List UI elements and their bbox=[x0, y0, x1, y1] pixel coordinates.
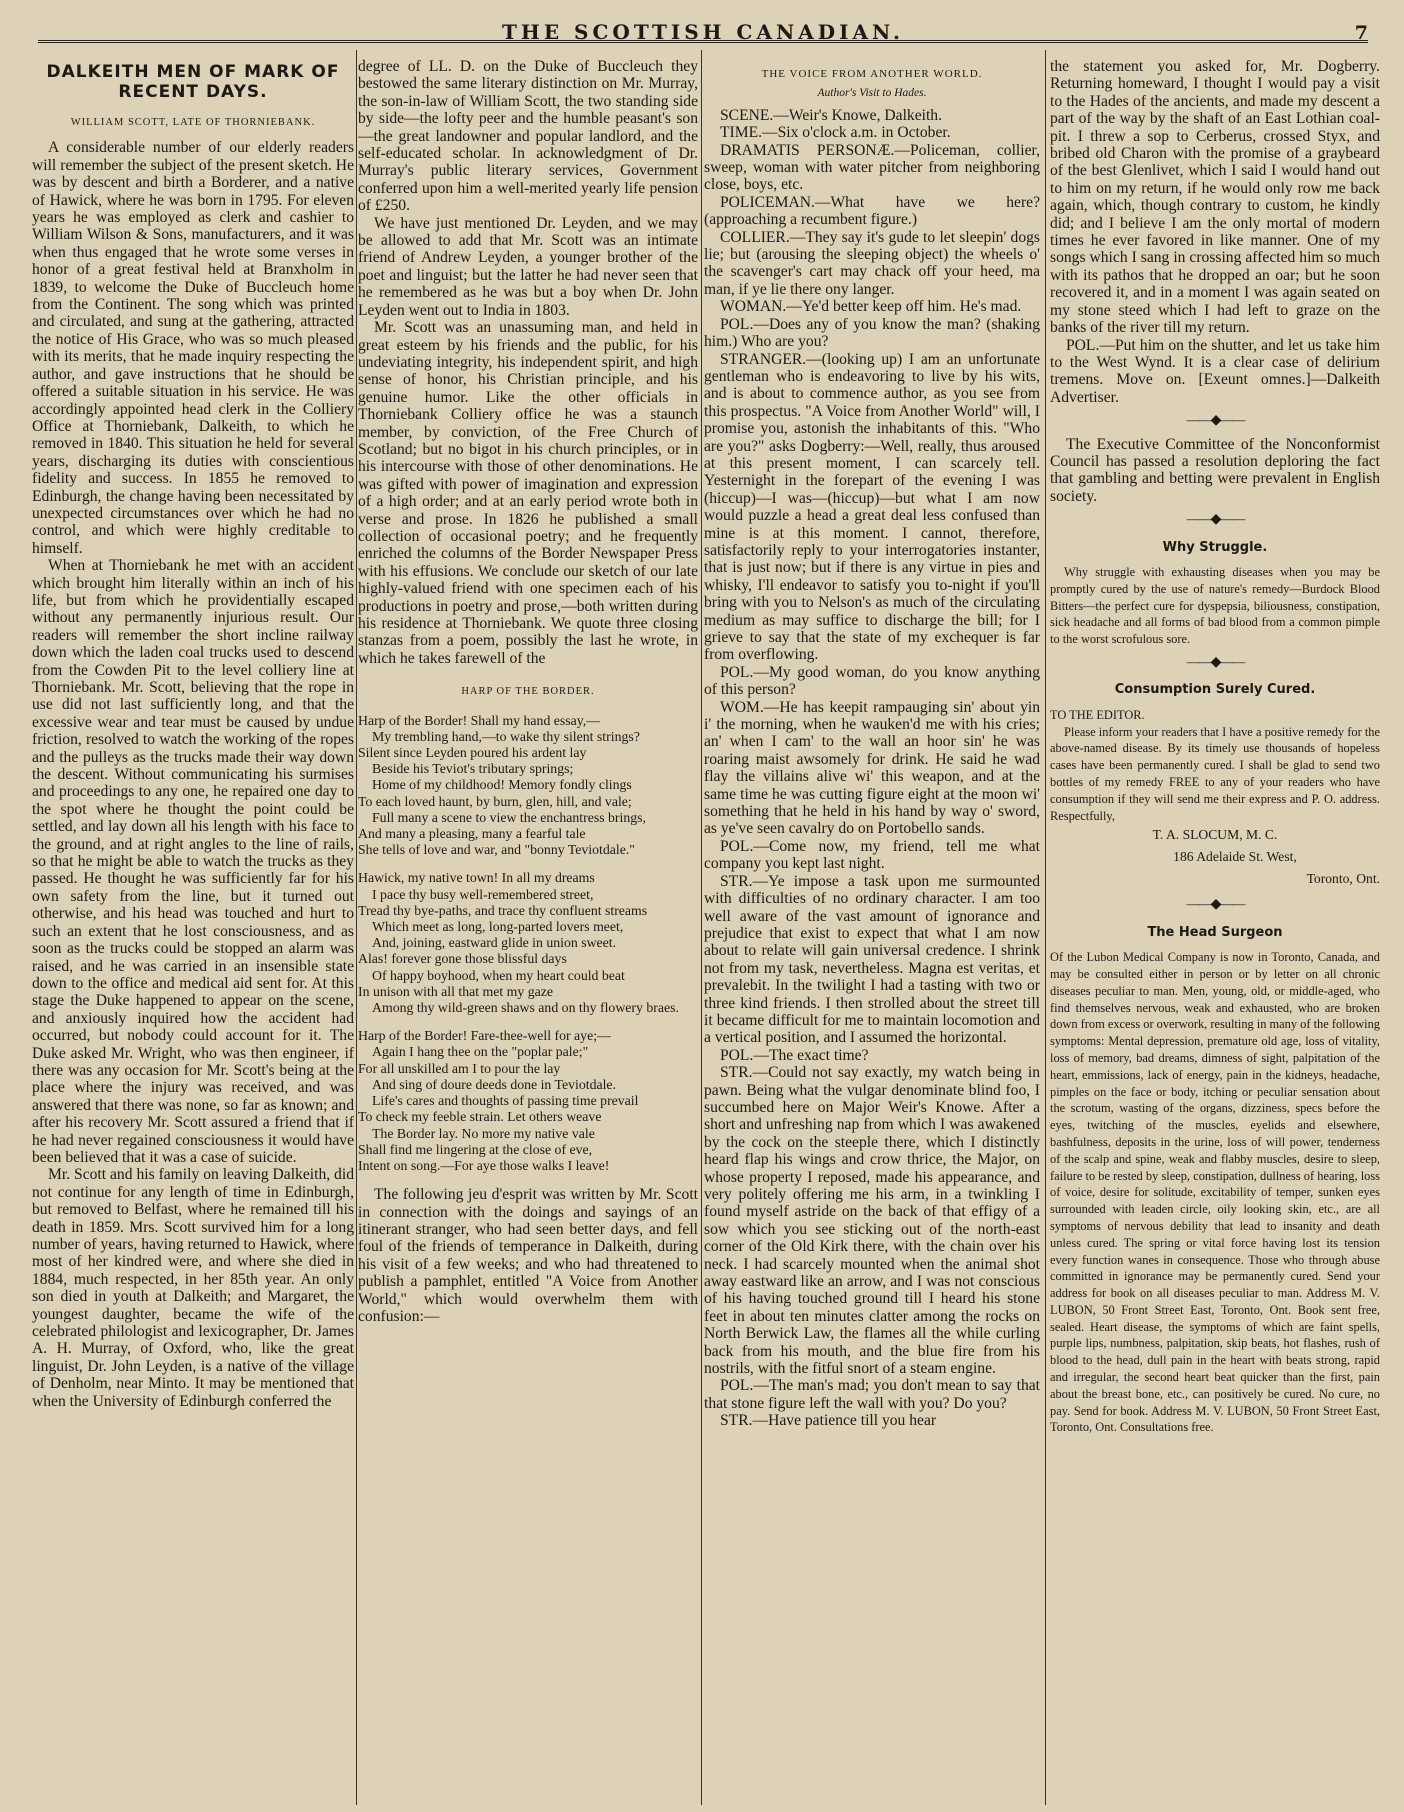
poem-line: The Border lay. No more my native vale bbox=[372, 1125, 595, 1141]
poem-line: To check my feeble strain. Let others weave bbox=[358, 1109, 602, 1125]
play-line: DRAMATIS PERSONÆ.—Policeman, collier, sweep, woman with water pitcher from neighboring close, boys, etc. bbox=[704, 141, 1040, 194]
ornament-divider: ——◆—— bbox=[1186, 413, 1244, 429]
poem-line: Beside his Teviot's tributary springs; bbox=[372, 761, 574, 777]
poem-line: She tells of love and war, and "bonny Teviotdale." bbox=[358, 842, 635, 858]
column-2 bbox=[358, 58, 698, 1803]
ad-title: Why Struggle. bbox=[1162, 539, 1268, 555]
poem-line: Intent on song.—For aye those walks I leave! bbox=[358, 1157, 610, 1173]
ad-body bbox=[1050, 707, 1380, 825]
play-line: WOM.—He has keepit rampauging sin' about yin i' the morning, when he wauken'd me with his cries; an' when I cam' to the wall an hoor sin' he was roaring maist awsomely for drink. He said he wad flay the villains alive wi' this weapon, and at the same time he was cutting figure eight at the moon wi' something that he held in his hand by way o' sword, as ye've seen cavalry do on Portobello sands. bbox=[704, 698, 1040, 838]
poem-line: And many a pleasing, many a fearful tale bbox=[358, 826, 586, 842]
poem-line: Among thy wild-green shaws and on thy flowery braes. bbox=[372, 1000, 679, 1016]
poem-line: Of happy boyhood, when my heart could beat bbox=[372, 967, 625, 983]
play-line: STR.—Could not say exactly, my watch being in pawn. Being what the vulgar denominate blind foo, I succumbed here on Major Weir's Knowe. After a short and unfreshing nap from which I was awakened by the cock on the steeple there, which I distinctly heard flap his wings and crow thrice, the Major, on whose property I reposed, made his appearance, and very politely offering me his arm, in a twinkling I found myself astride on the back of that effigy of a sow which you see sticking out of the north-east corner of the Old Kirk there, with the chain over his neck. I had scarcely mounted when the animal shot away eastward like an arrow, and I was not conscious of his having touched ground till I heard his stone feet in about ten minutes clatter among the rocks on North Berwick Law, the flames all the while curling back from his mouth, and the blue fire from his nostrils, with the fitful snort of a steam engine. bbox=[704, 1064, 1040, 1378]
poem-line: Which meet as long, long-parted lovers meet, bbox=[372, 919, 624, 935]
ad-paragraph: Of the Lubon Medical Company is now in Toronto, Canada, and may be consulted either in person or by letter on all chronic diseases peculiar to man. Men, young, old, or middle-aged, who find themselves nervous, weak and exhausted, who are broken down from excess or overwork, resulting in many of the following symptoms: Mental depression, premature old age, loss of vitality, loss of memory, bad dreams, dimness of sight, palpitation of the heart, emmissions, lack of energy, pain in the kidneys, headache, pimples on the face or body, itching or peculiar sensation about the scrotum, wasting of the organs, dizziness, specs before the eyes, twitching of the muscles, eyelids and elsewhere, bashfulness, deposits in the urine, loss of will power, tenderness of the scalp and spine, weak and flabby muscles, desire to sleep, failure to be rested by sleep, constipation, dullness of hearing, loss of voice, desire for solitude, excitability of temper, sunken eyes surrounded with leaden circle, oily looking skin, etc., are all symptoms of nervous debility that lead to insanity and death unless cured. The spring or vital force having lost its tension every function wanes in consequence. Those who through abuse committed in ignorance may be permanently cured. Send your address for book on all diseases peculiar to man. Address M. V. LUBON, 50 Front Street East, Toronto, Ont. Book sent free, sealed. Heart disease, the symptoms of which are faint spells, purple lips, numbness, palpitation, skip beats, hot flashes, rush of blood to the head, dull pain in the heart with beats strong, rapid and irregular, the second heart beat quicker than the first, pain about the breast bone, etc., can positively be cured. No cure, no pay. Send for book. Address M. V. LUBON, 50 Front Street East, Toronto, Ont. Consultations free. bbox=[1050, 950, 1380, 1435]
play-line: POL.—Put him on the shutter, and let us take him to the West Wynd. It is a clear case of delirium tremens. Move on. [Exeunt omnes.]—Dalkeith Advertiser. bbox=[1050, 336, 1380, 406]
ad-paragraph: Please inform your readers that I have a positive remedy for the above-named disease. By its timely use thousands of hopeless cases have been permanently cured. I shall be glad to send two bottles of my remedy FREE to any of your readers who have consumption if they will send me their express and P. O. address. Respectfully, bbox=[1050, 724, 1380, 823]
article-paragraph: When at Thorniebank he met with an accident which brought him literally within an inch of his life, but from which he providentially escaped without any permanently injurious result. Our readers will remember the short incline railway down which the laden coal trucks used to descend from the Cowden Pit to the level colliery line at Thorniebank. Mr. Scott, believing that the rope in use did not last sufficiently long, and that the excessive wear and tear must be caused by undue friction, resolved to watch the working of the ropes and the pulleys as the trucks made their way down the descent. Without communicating his surmises and proceedings to any one, he repaired one day to the spot where he thought the point could be settled, and lay down all his length with his face to the ground, and at right angles to the line of rails, so that he might be able to watch the trucks as they passed. He thought he was sufficiently far for his own safety from the line, but it turned out otherwise, and his head was touched and hurt to such an extent that he lost consciousness, and as soon as the trucks could be stopped an alarm was raised, and he was carried in an insensible state down to the office and medical aid sent for. At this stage the Duke happened to appear on the scene, and anxiously inquired how the accident had occurred, but nobody could account for it. The Duke asked Mr. Wright, who was then engineer, if there was any occasion for Mr. Scott's being at the place where the injury was received, and was answered that there was none, so far as known; and after his recovery Mr. Scott assured a friend that if he had never regained consciousness it would have been believed that it was a case of suicide. bbox=[32, 557, 354, 1166]
ad-signature bbox=[1050, 824, 1380, 890]
column-divider bbox=[356, 50, 357, 1805]
column-3 bbox=[704, 58, 1040, 1803]
play-line: TIME.—Six o'clock a.m. in October. bbox=[720, 124, 951, 142]
article-paragraph: The following jeu d'esprit was written by Mr. Scott in connection with the doings and sayings of an itinerant stranger, who had seen better days, and fell foul of the friends of temperance in Dalkeith, during his visit of a few weeks; and who had threatened to publish a pamphlet, entitled "A Voice from Another World," which would overwhelm them with confusion:— bbox=[358, 1186, 698, 1325]
poem-line: Tread thy bye-paths, and trace thy confluent streams bbox=[358, 902, 648, 918]
article-paragraph: degree of LL. D. on the Duke of Buccleuch they bestowed the same literary distinction on Mr. Murray, the son-in-law of William Scott, the two standing side by side—the lofty peer and the humble peasant's son—the great landowner and popular landlord, and the self-educated scholar. In acknowledgment of Dr. Murray's public literary services, Government conferred upon him a well-merited yearly life pension of £250. bbox=[358, 58, 698, 215]
play-line: POLICEMAN.—What have we here? (approaching a recumbent figure.) bbox=[704, 193, 1040, 229]
poem-line: Harp of the Border! Fare-thee-well for aye;— bbox=[358, 1028, 611, 1044]
poem-line: And sing of doure deeds done in Teviotdale. bbox=[372, 1076, 617, 1092]
ad-body bbox=[1050, 949, 1380, 1436]
poem-line: I pace thy busy well-remembered street, bbox=[372, 886, 594, 902]
ad-salutation: TO THE EDITOR. bbox=[1050, 707, 1145, 722]
signature-address: 186 Adelaide St. West, bbox=[1173, 849, 1297, 865]
poem-line: Hawick, my native town! In all my dreams bbox=[358, 870, 595, 886]
article-paragraph: We have just mentioned Dr. Leyden, and we may be allowed to add that Mr. Scott was an intimate friend of Andrew Leyden, a younger brother of the poet and linguist; but the latter he had never seen that he remembered as he was but a boy when Dr. John Leyden went out to India in 1803. bbox=[358, 214, 698, 319]
page-number: 7 bbox=[1354, 22, 1368, 44]
poem bbox=[358, 713, 698, 1174]
ad-title: The Head Surgeon bbox=[1147, 924, 1283, 940]
poem-line: Again I hang thee on the "poplar pale;" bbox=[372, 1044, 589, 1060]
ornament-divider: ——◆—— bbox=[1186, 654, 1244, 670]
poem-line: My trembling hand,—to wake thy silent strings? bbox=[372, 728, 640, 744]
poem-line: Alas! forever gone those blissful days bbox=[358, 951, 567, 967]
play-line: COLLIER.—They say it's gude to let sleepin' dogs lie; but (arousing the sleeping object) the wheels o' the scavenger's cart may chack off your heed, ma man, if ye lie there ony langer. bbox=[704, 228, 1040, 298]
ornament-divider: ——◆—— bbox=[1186, 512, 1244, 528]
poem-line: Shall find me lingering at the close of eve, bbox=[358, 1141, 593, 1157]
play-title: THE VOICE FROM ANOTHER WORLD. bbox=[761, 68, 983, 80]
poem-line: Harp of the Border! Shall my hand essay,— bbox=[358, 712, 601, 728]
poem-line: Life's cares and thoughts of passing time prevail bbox=[372, 1093, 639, 1109]
play-line: POL.—Come now, my friend, tell me what company you kept last night. bbox=[704, 837, 1040, 873]
play-line: STR.—Have patience till you hear bbox=[720, 1412, 937, 1430]
play-line: POL.—The man's mad; you don't mean to say that that stone figure left the wall with you? Do you? bbox=[704, 1377, 1040, 1412]
article-paragraph: Mr. Scott and his family on leaving Dalkeith, did not continue for any length of time in Edinburgh, but removed to Belfast, where he remained till his death in 1859. Mrs. Scott survived him for a long number of years, having returned to Hawick, where most of her kindred were, and where she died in 1884, much respected, in her 85th year. An only son died in youth at Dalkeith; and Margaret, the youngest daughter, became the wife of the celebrated philologist and lexicographer, Dr. James A. H. Murray, of Oxford, who, like the great linguist, Dr. John Leyden, is a native of the village of Denholm, near Minto. It may be mentioned that when the University of Edinburgh conferred the bbox=[32, 1166, 354, 1410]
play-line: STR.—Ye impose a task upon me surmounted with difficulties of no ordinary character. I am too well aware of the vast amount of ignorance and prejudice that exist to expect that what I am now about to relate will gain universal credence. I shrink not from my task, nevertheless. Magna est veritas, et prevalebit. In the twilight I had a tasting with two or three kind friends. I then strolled about the street till it became difficult for me to maintain locomotion and a vertical position, and I assumed the horizontal. bbox=[704, 872, 1040, 1047]
signature-city: Toronto, Ont. bbox=[1306, 871, 1380, 887]
article-byline: WILLIAM SCOTT, LATE OF THORNIEBANK. bbox=[70, 117, 316, 128]
article-headline: DALKEITH MEN OF MARK OF RECENT DAYS. bbox=[46, 62, 340, 102]
poem-title: HARP OF THE BORDER. bbox=[461, 686, 595, 698]
play-line: SCENE.—Weir's Knowe, Dalkeith. bbox=[720, 106, 942, 124]
column-divider bbox=[1045, 50, 1046, 1805]
poem-line: Home of my childhood! Memory fondly clings bbox=[372, 777, 632, 793]
play-subtitle: Author's Visit to Hades. bbox=[817, 87, 927, 100]
poem-line: For all unskilled am I to pour the lay bbox=[358, 1060, 561, 1076]
news-notice: The Executive Committee of the Nonconformist Council has passed a resolution deploring the fact that gambling and betting were prevalent in English society. bbox=[1050, 435, 1380, 505]
ornament-divider: ——◆—— bbox=[1186, 897, 1244, 913]
poem-line: Silent since Leyden poured his ardent lay bbox=[358, 745, 587, 761]
poem-line: And, joining, eastward glide in union sweet. bbox=[372, 935, 617, 951]
play-continuation: the statement you asked for, Mr. Dogberry. Returning homeward, I thought I would pay a visit to the Hades of the ancients, and made my descent a part of the way by the shaft of an East Lothian coal-pit. I threw a sop to Cerberus, crossed Styx, and bribed old Charon with the promise of a graybeard of the best Glenlivet, which I said I would hand out to him on my return, if he would only row me back again, which, though contrary to custom, he kindly did; and I believe I am the only mortal of modern times he ever favored in like manner. One of my songs which I sang in crossing affected him so much with its pathos that he dropped an oar; but he soon recovered it, and in a moment I was again seated on my stone steed which I had left to graze on the banks of the river till my return. bbox=[1050, 58, 1380, 337]
masthead: THE SCOTTISH CANADIAN. bbox=[502, 20, 904, 44]
ad-body bbox=[1050, 564, 1380, 648]
play-line: POL.—My good woman, do you know anything of this person? bbox=[704, 663, 1040, 699]
play-line: POL.—Does any of you know the man? (shaking him.) Who are you? bbox=[704, 315, 1040, 351]
poem-stanza bbox=[358, 713, 698, 859]
column-4 bbox=[1050, 58, 1380, 1803]
ad-paragraph: Why struggle with exhausting diseases when you may be promptly cured by the use of nature's remedy—Burdock Blood Bitters—the perfect cure for dyspepsia, biliousness, constipation, sick headache and all forms of bad blood from a common pimple to the worst scrofulous sore. bbox=[1050, 564, 1380, 647]
poem-line: Full many a scene to view the enchantress brings, bbox=[372, 809, 646, 825]
article-paragraph: A considerable number of our elderly readers will remember the subject of the present sketch. He was by descent and birth a Borderer, and a native of Hawick, where he was born in 1795. For eleven years he was employed as clerk and cashier to William Wilson & Sons, manufacturers, and it was when thus engaged that he wrote some verses in honor of a great festival held at Branxholm in 1839, to welcome the Duke of Buccleuch home from the Continent. The song which was printed and circulated, and sung at the gathering, attracted the notice of His Grace, who was so much pleased with its merits, that he made inquiry respecting the author, and gave instructions that he should be offered a suitable situation in his service. He was accordingly appointed head clerk in the Colliery Office at Thorniebank, Dalkeith, to which he removed in 1840. This situation he held for several years, discharging its duties with conscientious fidelity and success. In 1855 he removed to Edinburgh, the change having been necessitated by unexpected circumstances over which he had no control, and which were highly creditable to himself. bbox=[32, 139, 354, 557]
article-paragraph: Mr. Scott was an unassuming man, and held in great esteem by his friends and the public, for his undeviating integrity, his independent spirit, and high sense of honor, his Christian principle, and his genuine humor. Like the other officials in Thorniebank Colliery office he was a staunch member, by conviction, of the Free Church of Scotland; but no bigot in his church principles, or in his intercourse with those of other denominations. He was gifted with power of imagination and expression of a high order; and at an early period wrote both in verse and prose. In 1826 he published a small collection of occasional poetry; and he frequently enriched the columns of the Border Newspaper Press with his effusions. We conclude our sketch of our late highly-valued friend with one specimen each of his productions in poetry and prose,—both written during his residence at Thorniebank. We quote three closing stanzas from a poem, possibly the last he wrote, in which he takes farewell of the bbox=[358, 319, 698, 667]
signature-name: T. A. SLOCUM, M. C. bbox=[1152, 827, 1278, 843]
ad-title: Consumption Surely Cured. bbox=[1114, 682, 1316, 698]
play-line: POL.—The exact time? bbox=[720, 1046, 869, 1064]
column-divider bbox=[701, 50, 702, 1805]
play-line: STRANGER.—(looking up) I am an unfortunate gentleman who is endeavoring to live by his wits, and is about to commence author, as you see from this prospectus. "A Voice from Another World" will, I promise you, astonish the inhabitants of this. "Who are you?" asks Dogberry:—Well, really, thus aroused at this present moment, I can scarcely tell. Yesternight in the forepart of the evening I was (hiccup)—I was—(hiccup)—but what I am now would puzzle a head a great deal less confused than mine is at this moment. I cannot, therefore, satisfactorily reply to your interrogatories instanter, that is just now; but if there is any virtue in pies and whisky, I'll endeavor to satisfy you to-night if you'll bring with you to Nelson's as much of the circulating medium as may suffice to discharge the bill; for I grieve to say that the state of my exchequer is far from overflowing. bbox=[704, 350, 1040, 664]
poem-stanza bbox=[358, 870, 698, 1016]
poem-line: In unison with all that met my gaze bbox=[358, 983, 554, 999]
header-rule bbox=[38, 40, 1368, 43]
poem-stanza bbox=[358, 1028, 698, 1174]
play-line: WOMAN.—Ye'd better keep off him. He's mad. bbox=[720, 298, 1022, 316]
poem-line: To each loved haunt, by burn, glen, hill, and vale; bbox=[358, 793, 632, 809]
column-1 bbox=[32, 58, 354, 1803]
